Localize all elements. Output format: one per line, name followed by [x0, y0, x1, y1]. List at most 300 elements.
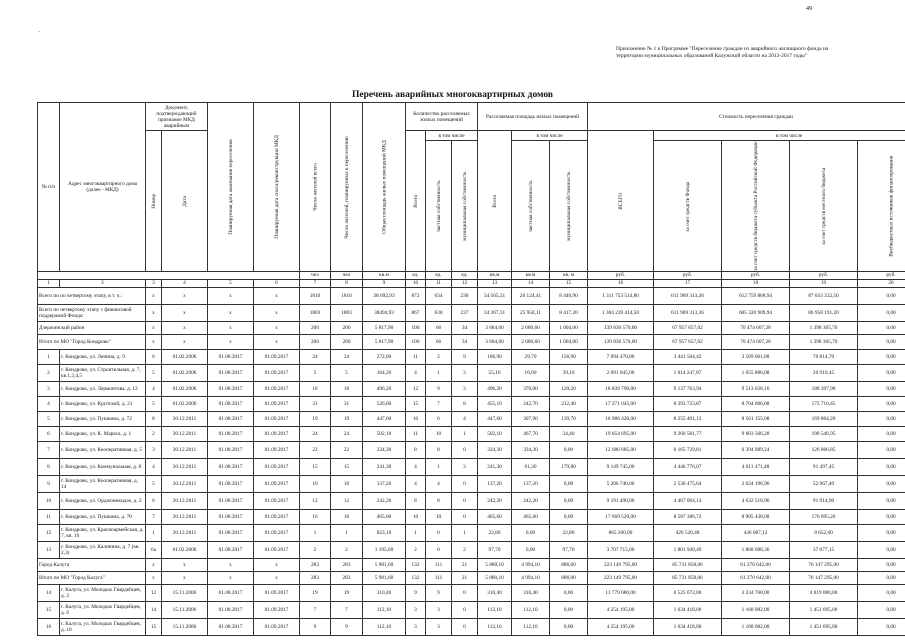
col-number: 19 — [790, 279, 858, 287]
cell-c18: 3 234 768,00 — [722, 584, 790, 601]
cell-c10: 132 — [406, 571, 426, 584]
cell-c17: 8 587 386,72 — [654, 509, 722, 524]
row-address: г. Кондрово, ул. Калинина, д. 7 (кв. 2,3) — [60, 541, 146, 558]
cell-c10: 872 — [406, 287, 426, 304]
cell-c4: 30.12.2011 — [162, 509, 208, 524]
header-area-private: частная собственность — [512, 141, 550, 272]
row-label: Итого по МО "Город Калуга" — [38, 571, 146, 584]
cell-c14: 112,10 — [512, 618, 550, 635]
cell-c12: 0 — [452, 441, 478, 458]
cell-c7: 16 — [300, 509, 331, 524]
cell-c3: 5 — [146, 364, 162, 381]
cell-c10: 4 — [406, 475, 426, 492]
table-row — [38, 349, 905, 364]
units-spacer — [38, 271, 300, 279]
cell-c15: 1 004,00 — [550, 334, 588, 349]
cell-c13: 5 880,10 — [478, 558, 512, 571]
cell-c4: 15.11.2006 — [162, 618, 208, 635]
cell-c9: 242,20 — [363, 492, 406, 509]
cell-c4: 30.12.2011 — [162, 441, 208, 458]
cell-c8: 12 — [331, 492, 363, 509]
cell-c8: 200 — [331, 321, 363, 334]
page-title: Перечень аварийных многоквартирных домов — [351, 90, 554, 100]
cell-c8: 22 — [331, 441, 363, 458]
cell-c3: 6 — [146, 349, 162, 364]
cell-c8: 24 — [331, 426, 363, 441]
row-label: Итого по МО "Город Кондрово" — [38, 334, 146, 349]
cell-c7: 22 — [300, 441, 331, 458]
corner-mark: ˋ — [38, 30, 41, 38]
cell-c8: 24 — [331, 349, 363, 364]
header-num: № п/п — [38, 103, 60, 272]
cell-c15: 0,00 — [550, 475, 588, 492]
cell-c18: 6 394 089,24 — [722, 441, 790, 458]
cell-c15: 0,00 — [550, 584, 588, 601]
cell-c9: 38494,93 — [363, 304, 406, 321]
cell-c11: 66 — [426, 321, 452, 334]
cell-c20: 0,00 — [858, 287, 905, 304]
cell-c18: 3 569 061,88 — [722, 349, 790, 364]
cell-c19: 172 710,45 — [790, 396, 858, 411]
cell-c3: 6 — [146, 492, 162, 509]
cell-c15: 0,00 — [550, 492, 588, 509]
cell-c13: 5 880,10 — [478, 571, 512, 584]
cell-c10: 2 — [406, 541, 426, 558]
cell-c15: 8 440,90 — [550, 287, 588, 304]
cell-c12: 0 — [452, 475, 478, 492]
cell-c14: 61,30 — [512, 458, 550, 475]
cell-c17: 6 165 729,81 — [654, 441, 722, 458]
cell-c6: 01.09.2017 — [254, 524, 300, 541]
cell-c12: 4 — [452, 411, 478, 426]
cell-c10: 10 — [406, 509, 426, 524]
cell-c17: 611 969 313,36 — [654, 304, 722, 321]
cell-c17: 9 137 763,94 — [654, 381, 722, 396]
cell-c20: 0,00 — [858, 541, 905, 558]
row-address: г. Кондрово, ул. К. Маркса, д. 1 — [60, 426, 146, 441]
cell-c7: 10 — [300, 475, 331, 492]
header-count-private: частная собственность — [426, 141, 452, 272]
cell-c3: 2 — [146, 426, 162, 441]
cell-c1: 6 — [38, 426, 60, 441]
col-number: 5 — [208, 279, 254, 287]
row-address: г. Кондрово, ул. Кооперативная, д. 14 — [60, 475, 146, 492]
cell-c12: 0 — [452, 601, 478, 618]
row-address: г. Кондрово, ул. Строительная, д. 7, кв.1,2,4,5 — [60, 364, 146, 381]
cell-c20: 0,00 — [858, 411, 905, 426]
cell-c20: 0,00 — [858, 364, 905, 381]
cell-c6: 01.09.2017 — [254, 618, 300, 635]
cell-c18: 436 087,12 — [722, 524, 790, 541]
cell-c8: 1 — [331, 524, 363, 541]
cell-c4: x — [162, 334, 208, 349]
cell-c1: 14 — [38, 584, 60, 601]
col-number: 10 — [406, 279, 426, 287]
cell-c11: 66 — [426, 334, 452, 349]
cell-c18: 1 868 688,36 — [722, 541, 790, 558]
cell-c16: 9 191 490,00 — [588, 492, 654, 509]
cell-c13: 112,10 — [478, 601, 512, 618]
cell-c15: 1 004,00 — [550, 321, 588, 334]
cell-c6: 01.09.2017 — [254, 426, 300, 441]
cell-c16: 17 271 045,00 — [588, 396, 654, 411]
cell-c17: 611 969 313,36 — [654, 287, 722, 304]
cell-c18: 1 168 082,00 — [722, 618, 790, 635]
cell-c20: 0,00 — [858, 349, 905, 364]
cell-c7: 1803 — [300, 304, 331, 321]
cell-c19: 4 019 080,00 — [790, 584, 858, 601]
cell-c17: 8 255 401,12 — [654, 411, 722, 426]
cell-c8: 9 — [331, 618, 363, 635]
table-row — [38, 396, 905, 411]
cell-c18: 9 513 628,16 — [722, 381, 790, 396]
cell-c14: 242,70 — [512, 396, 550, 411]
cell-c16: 5 206 740,00 — [588, 475, 654, 492]
cell-c13: 3 684,60 — [478, 334, 512, 349]
cell-c12: 237 — [452, 304, 478, 321]
cell-c7: 24 — [300, 349, 331, 364]
cell-c3: x — [146, 287, 162, 304]
table-row — [38, 618, 905, 635]
cell-c20: 0,00 — [858, 475, 905, 492]
col-number: 3 — [146, 279, 162, 287]
cell-c17: 2 530 475,64 — [654, 475, 722, 492]
cell-c19: 91 914,90 — [790, 492, 858, 509]
cell-c7: 1810 — [300, 287, 331, 304]
cell-c3: 7 — [146, 509, 162, 524]
cell-c5: x — [208, 287, 254, 304]
cell-c6: 01.09.2017 — [254, 509, 300, 524]
cell-c17: 85 731 858,06 — [654, 571, 722, 584]
cell-c18: 8 905 438,08 — [722, 509, 790, 524]
row-address: г. Калуга, ул. Молодых Гвардейцев, д. 10 — [60, 618, 146, 635]
header-count-of-which: в том числе — [426, 131, 478, 141]
cell-c4: 30.12.2011 — [162, 524, 208, 541]
cell-c13: 137,20 — [478, 475, 512, 492]
cell-c12: 0 — [452, 509, 478, 524]
units-row — [38, 271, 905, 279]
cell-c14: 112,10 — [512, 601, 550, 618]
cell-c14: 4 994,10 — [512, 571, 550, 584]
cell-c8: 5 — [331, 364, 363, 381]
cell-c7: 283 — [300, 571, 331, 584]
cell-c14: 242,20 — [512, 492, 550, 509]
cell-c1: 16 — [38, 618, 60, 635]
cell-c16: 3 707 715,00 — [588, 541, 654, 558]
cell-c10: 4 — [406, 458, 426, 475]
cell-c19: 87 033 332,50 — [790, 287, 858, 304]
cell-c20: 0,00 — [858, 396, 905, 411]
row-address: г. Кондрово, ул. Лермонтова, д. 12 — [60, 381, 146, 396]
cell-c5: x — [208, 321, 254, 334]
cell-c15: 179,80 — [550, 458, 588, 475]
cell-c3: x — [146, 571, 162, 584]
cell-c13: 447,60 — [478, 411, 512, 426]
cell-c12: 3 — [452, 364, 478, 381]
cell-c6: 01.09.2017 — [254, 601, 300, 618]
row-label: Город Калуга — [38, 558, 146, 571]
cell-c14: 29,70 — [512, 349, 550, 364]
summary-row — [38, 334, 905, 349]
cell-c12: 0 — [452, 584, 478, 601]
cell-c12: 1 — [452, 524, 478, 541]
cell-c5: x — [208, 334, 254, 349]
cell-c11: 630 — [426, 304, 452, 321]
cell-c19: 190 546,95 — [790, 426, 858, 441]
cell-c5: 01.08.2017 — [208, 541, 254, 558]
cell-c3: 1 — [146, 524, 162, 541]
cell-c19: 20 910,45 — [790, 364, 858, 381]
column-numbers-row — [38, 279, 905, 287]
cell-c18: 9 603 566,28 — [722, 426, 790, 441]
cell-c16: 7 094 470,00 — [588, 349, 654, 364]
cell-c6: 01.09.2017 — [254, 364, 300, 381]
cell-c20: 0,00 — [858, 441, 905, 458]
header-planned-end: Планируемая дата окончания переселения — [208, 103, 254, 272]
houses-table — [37, 102, 905, 636]
cell-c8: 15 — [331, 458, 363, 475]
cell-c11: 7 — [426, 396, 452, 411]
header-cost-regional: за счет средств бюджета субъекта Российской Федерации — [722, 141, 790, 272]
cell-c8: 31 — [331, 396, 363, 411]
cell-c17: 4 467 064,14 — [654, 492, 722, 509]
cell-c12: 1 — [452, 426, 478, 441]
cell-c13: 496,20 — [478, 381, 512, 396]
cell-c16: 2 091 045,00 — [588, 364, 654, 381]
cell-c19: 1 451 695,00 — [790, 618, 858, 635]
cell-c7: 1 — [300, 524, 331, 541]
cell-c16: 1 311 753 514,80 — [588, 287, 654, 304]
header-area-municipal: муниципальная собственность — [550, 141, 588, 272]
cell-c3: 8 — [146, 411, 162, 426]
cell-c1: 13 — [38, 541, 60, 558]
cell-c3: 5 — [146, 475, 162, 492]
cell-c17: 3 441 504,42 — [654, 349, 722, 364]
cell-c4: x — [162, 558, 208, 571]
cell-c13: 3 684,60 — [478, 321, 512, 334]
cell-c14: 2 680,60 — [512, 321, 550, 334]
cell-c4: x — [162, 304, 208, 321]
row-label: Всего по четвертому этапу с финансовой поддержкой Фонда: — [38, 304, 146, 321]
cell-c9: 112,10 — [363, 618, 406, 635]
cell-c8: 283 — [331, 571, 363, 584]
cell-c19: 176 695,20 — [790, 509, 858, 524]
unit-cell: кв.м — [478, 271, 512, 279]
cell-c3: 6а — [146, 541, 162, 558]
cell-c17: 1 801 949,49 — [654, 541, 722, 558]
cell-c15: 212,40 — [550, 396, 588, 411]
cell-c20: 0,00 — [858, 524, 905, 541]
col-number: 9 — [363, 279, 406, 287]
cell-c6: 01.09.2017 — [254, 411, 300, 426]
cell-c18: 8 704 606,68 — [722, 396, 790, 411]
row-label: Дзержинский район — [38, 321, 146, 334]
cell-c8: 2 — [331, 541, 363, 558]
header-area-of-which: в том числе — [512, 131, 588, 141]
header-planned-demolition: Планируемая дата сноса/реконструкции МКД — [254, 103, 300, 272]
cell-c1: 15 — [38, 601, 60, 618]
cell-c12: 21 — [452, 571, 478, 584]
cell-c8: 19 — [331, 411, 363, 426]
cell-c18: 4 611 471,48 — [722, 458, 790, 475]
cell-c9: 5 817,90 — [363, 321, 406, 334]
cell-c7: 7 — [300, 601, 331, 618]
cell-c13: 242,20 — [478, 492, 512, 509]
cell-c9: 137,20 — [363, 475, 406, 492]
cell-c15: 22,80 — [550, 524, 588, 541]
cell-c20: 0,00 — [858, 381, 905, 396]
cell-c3: 4 — [146, 458, 162, 475]
cell-c18: 605 320 909,94 — [722, 304, 790, 321]
cell-c7: 24 — [300, 426, 331, 441]
cell-c11: 10 — [426, 509, 452, 524]
cell-c11: 634 — [426, 287, 452, 304]
cell-c4: 30.12.2011 — [162, 411, 208, 426]
cell-c7: 15 — [300, 458, 331, 475]
header-area-total: Всего — [478, 131, 512, 272]
cell-c18: 2 624 196,96 — [722, 475, 790, 492]
cell-c5: 01.08.2017 — [208, 381, 254, 396]
cell-c5: 01.08.2017 — [208, 475, 254, 492]
cell-c4: x — [162, 571, 208, 584]
summary-row — [38, 304, 905, 321]
cell-c3: x — [146, 558, 162, 571]
table-row — [38, 601, 905, 618]
summary-row — [38, 287, 905, 304]
header-document: Документ, подтверждающий признание МКД аварийным — [146, 103, 208, 131]
cell-c5: 01.08.2017 — [208, 364, 254, 381]
row-address: г. Кондрово, ул. Пушкина, д. 70 — [60, 509, 146, 524]
cell-c20: 0,00 — [858, 618, 905, 635]
table-row — [38, 509, 905, 524]
cell-c20: 0,00 — [858, 601, 905, 618]
cell-c11: 3 — [426, 601, 452, 618]
cell-c6: 01.09.2017 — [254, 458, 300, 475]
cell-c6: 01.09.2017 — [254, 541, 300, 558]
cell-c20: 0,00 — [858, 492, 905, 509]
cell-c9: 502,10 — [363, 426, 406, 441]
cell-c12: 9 — [452, 349, 478, 364]
cell-c9: 5 901,60 — [363, 571, 406, 584]
unit-cell: ед. — [426, 271, 452, 279]
cell-c5: 01.08.2017 — [208, 441, 254, 458]
cell-c17: 85 731 858,06 — [654, 558, 722, 571]
row-address: г. Калуга, ул. Молодых Гвардейцев, д. 6 — [60, 601, 146, 618]
unit-cell: чел — [300, 271, 331, 279]
cell-c16: 12 686 685,00 — [588, 441, 654, 458]
cell-c17: 6 525 672,00 — [654, 584, 722, 601]
header-doc-date: Дата — [162, 131, 208, 272]
col-number: 14 — [512, 279, 550, 287]
cell-c10: 3 — [406, 618, 426, 635]
cell-c14: 26 124,41 — [512, 287, 550, 304]
row-label: Всего по по четвертому этапу, в т. ч.: — [38, 287, 146, 304]
cell-c8: 1810 — [331, 287, 363, 304]
cell-c4: 15.11.2006 — [162, 601, 208, 618]
cell-c8: 1803 — [331, 304, 363, 321]
cell-c13: 55,10 — [478, 364, 512, 381]
cell-c6: 01.09.2017 — [254, 349, 300, 364]
cell-c10: 11 — [406, 349, 426, 364]
cell-c7: 12 — [300, 492, 331, 509]
cell-c17: 67 957 657,02 — [654, 334, 722, 349]
table-row — [38, 458, 905, 475]
cell-c19: 70 814,70 — [790, 349, 858, 364]
cell-c14: 16,00 — [512, 364, 550, 381]
cell-c10: 15 — [406, 396, 426, 411]
cell-c10: 100 — [406, 334, 426, 349]
cell-c16: 1 304 239 414,50 — [588, 304, 654, 321]
cell-c18: 61 270 642,00 — [722, 558, 790, 571]
table-row — [38, 475, 905, 492]
cell-c5: 01.08.2017 — [208, 458, 254, 475]
cell-c11: 0 — [426, 524, 452, 541]
cell-c5: 01.08.2017 — [208, 349, 254, 364]
table-row — [38, 492, 905, 509]
cell-c10: 3 — [406, 601, 426, 618]
cell-c18: 8 561 155,08 — [722, 411, 790, 426]
appendix-note: Приложение № 1 к Программе "Переселение граждан из аварийного жилищного фонда на территории муниципальных образований Калужской области на 2013-2017 годы" — [616, 46, 829, 59]
cell-c19: 76 147 295,00 — [790, 558, 858, 571]
cell-c4: 30.12.2011 — [162, 492, 208, 509]
cell-c5: 01.08.2017 — [208, 426, 254, 441]
cell-c9: 5 817,90 — [363, 334, 406, 349]
col-number: 1 — [38, 279, 60, 287]
cell-c14: 376,00 — [512, 381, 550, 396]
cell-c17: 9 260 581,77 — [654, 426, 722, 441]
table-row — [38, 541, 905, 558]
unit-cell: ед. — [452, 271, 478, 279]
cell-c14: 467,70 — [512, 426, 550, 441]
cell-c8: 283 — [331, 558, 363, 571]
col-number: 11 — [426, 279, 452, 287]
cell-c16: 18 839 790,00 — [588, 381, 654, 396]
summary-row — [38, 571, 905, 584]
cell-c15: 139,70 — [550, 411, 588, 426]
header-count-total: Всего — [406, 131, 426, 272]
col-number: 15 — [550, 279, 588, 287]
cell-c11: 2 — [426, 349, 452, 364]
cell-c3: 15 — [146, 618, 162, 635]
header-premises-count: Количество расселяемых жилых помещений — [406, 103, 478, 131]
cell-c17: 420 520,48 — [654, 524, 722, 541]
cell-c14: 2 680,60 — [512, 334, 550, 349]
cell-c1: 4 — [38, 396, 60, 411]
cell-c7: 283 — [300, 558, 331, 571]
table-body — [38, 287, 905, 635]
cell-c16: 865 260,00 — [588, 524, 654, 541]
cell-c11: 8 — [426, 492, 452, 509]
cell-c4: 30.12.2011 — [162, 426, 208, 441]
cell-c4: 30.12.2011 — [162, 458, 208, 475]
cell-c10: 8 — [406, 492, 426, 509]
cell-c1: 1 — [38, 349, 60, 364]
cell-c5: 01.08.2017 — [208, 618, 254, 635]
cell-c7: 5 — [300, 364, 331, 381]
cell-c8: 200 — [331, 334, 363, 349]
cell-c6: x — [254, 334, 300, 349]
cell-c20: 0,00 — [858, 458, 905, 475]
cell-c16: 223 149 795,00 — [588, 571, 654, 584]
cell-c4: 01.02.2006 — [162, 541, 208, 558]
cell-c9: 272,00 — [363, 349, 406, 364]
cell-c7: 200 — [300, 334, 331, 349]
cell-c17: 4 446 776,07 — [654, 458, 722, 475]
cell-c10: 11 — [406, 426, 426, 441]
cell-c16: 9 149 745,00 — [588, 458, 654, 475]
cell-c17: 8 393 723,87 — [654, 396, 722, 411]
cell-c12: 0 — [452, 492, 478, 509]
